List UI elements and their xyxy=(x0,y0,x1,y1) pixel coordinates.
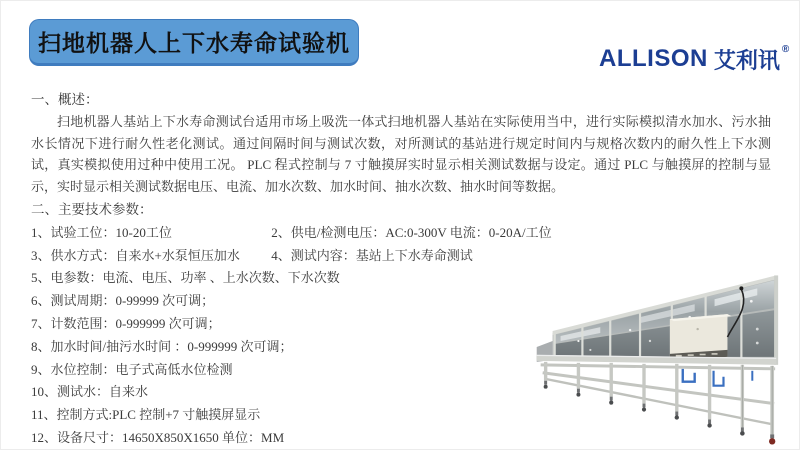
brand-logo xyxy=(599,39,789,79)
brand-logo-latin: ALLISON xyxy=(599,45,708,72)
brand-logo-cjk: 艾利讯 xyxy=(713,47,780,73)
spec-item: 7、计数范围：0-999999 次可调； xyxy=(31,315,221,331)
spec-item: 5、电参数：电流、电压、功率 、上水次数、下水次数 xyxy=(31,270,340,286)
spec-item: 9、水位控制：电子式高低水位检测 xyxy=(31,361,233,377)
spec-item: 3、供水方式：自来水+水泵恒压加水 xyxy=(31,247,240,263)
machine-photo xyxy=(491,229,799,450)
spec-item: 10、测试水：自来水 xyxy=(31,384,149,400)
page-title-box xyxy=(29,19,359,66)
spec-item: 4、测试内容：基站上下水寿命测试 xyxy=(271,247,473,263)
page-title: 扫地机器人上下水寿命试验机 xyxy=(38,31,350,56)
spec-item: 12、设备尺寸：14650X850X1650 单位：MM xyxy=(31,429,285,445)
spec-item: 8、加水时间/抽污水时间 ：0-999999 次可调； xyxy=(31,338,293,354)
machine-illustration xyxy=(491,229,799,450)
spec-item: 11、控制方式:PLC 控制+7 寸触摸屏显示 xyxy=(31,407,261,423)
overview-heading: 一、概述： xyxy=(31,92,99,107)
specs-heading: 二、主要技术参数： xyxy=(31,201,153,217)
spec-item: 1、试验工位：10-20工位 xyxy=(31,224,172,240)
overview-paragraph: 扫地机器人基站上下水寿命测试台适用市场上吸洗一体式扫地机器人基站在实际使用当中，进行实际模拟清水加水、污水抽水长情况下进行耐久性老化测试。通过间隔时间与测试次数，对所测试的基站进行规定时间内与规格次数内的耐久性上下水测试，真实模拟使用过种中使用工况。 PLC 程式控制与 7 寸触摸屏实时显示相关测试数据与设定。通过 PLC 与触摸屏的控制与显示，实时显示相关测试数据电压、电流、加水次数、加水时间、抽水次数、抽水时间等数据。 xyxy=(31,113,771,195)
spec-item: 6、测试周期：0-99999 次可调； xyxy=(31,293,215,309)
registered-trademark-icon: ® xyxy=(781,43,790,55)
spec-item: 2、供电/检测电压：AC:0-300V 电流：0-20A/工位 xyxy=(271,224,552,240)
